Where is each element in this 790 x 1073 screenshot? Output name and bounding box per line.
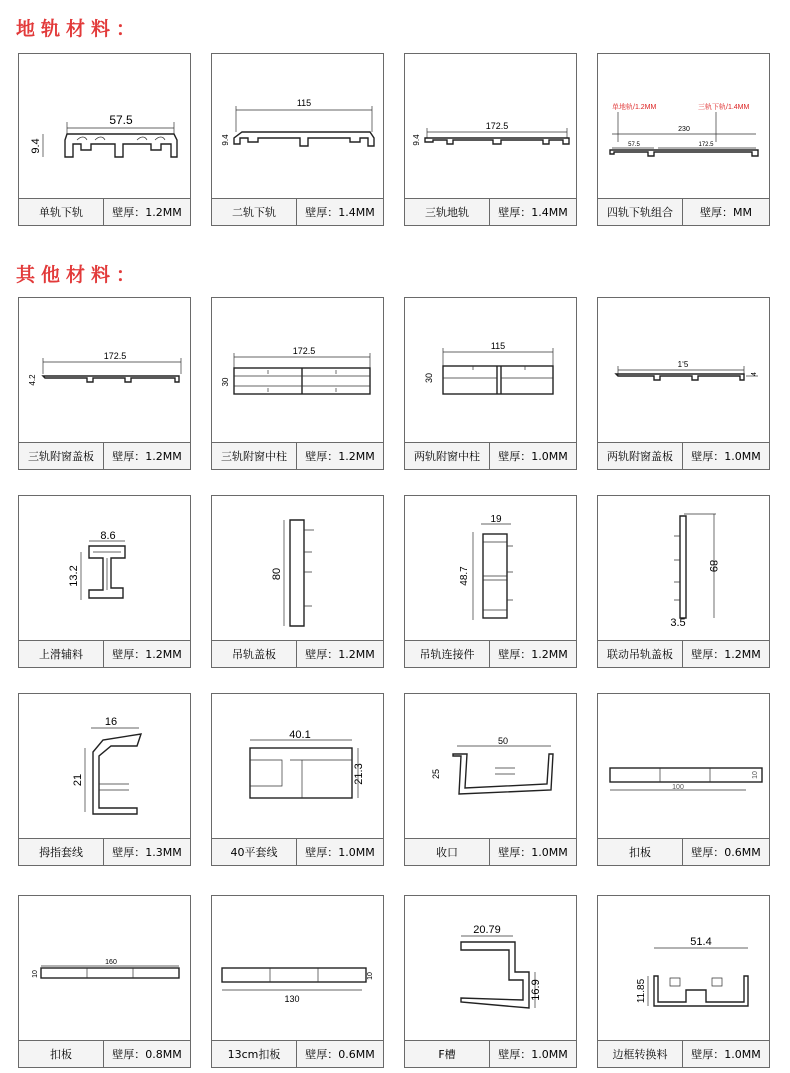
dim-width: 8.6 (100, 530, 116, 542)
product-card-14 (211, 693, 384, 866)
dim-height: 13.2 (68, 565, 80, 587)
product-card-9 (18, 495, 191, 668)
dim-height: 30 (424, 372, 434, 384)
wall-thickness: 壁厚：1.0MM (691, 450, 761, 463)
dim-small: 3.5 (670, 617, 686, 629)
dim-width: 16 (104, 716, 118, 728)
dim-width: 51.4 (690, 936, 712, 948)
profile-drawing (19, 298, 189, 443)
product-card-16 (597, 693, 770, 866)
dim-height: 30 (221, 377, 230, 387)
product-card-12 (597, 495, 770, 668)
profile-drawing (598, 496, 768, 641)
wall-thickness: 壁厚：1.2MM (112, 648, 182, 661)
profile-drawing (212, 54, 382, 199)
wall-thickness: 壁厚：1.2MM (112, 450, 182, 463)
profile-drawing (19, 694, 189, 839)
note-triple-rail: 三轨下轨/1.4MM (698, 104, 750, 111)
dim-height: 48.7 (459, 566, 470, 586)
product-name: 扣板 (19, 1041, 104, 1067)
note-single-rail: 单地轨/1.2MM (612, 104, 657, 111)
dim-total: 230 (678, 126, 690, 133)
wall-thickness: 壁厚：0.6MM (691, 846, 761, 859)
product-name: 13cm扣板 (212, 1041, 297, 1067)
dim-width: 130 (284, 994, 300, 1004)
wall-thickness: 壁厚：0.6MM (305, 1048, 375, 1061)
dim-height: 9.4 (412, 134, 421, 146)
dim-width: 115 (490, 341, 506, 351)
product-name: 两轨附窗盖板 (598, 443, 683, 469)
product-name: 四轨下轨组合 (598, 199, 683, 225)
dim-width: 50 (497, 736, 509, 746)
dim-height: 10 (752, 771, 759, 779)
wall-thickness: 壁厚：0.8MM (112, 1048, 182, 1061)
product-card-4 (597, 53, 770, 226)
product-name: 联动吊轨盖板 (598, 641, 683, 667)
product-card-20 (597, 895, 770, 1068)
profile-drawing (405, 496, 575, 641)
profile-drawing (598, 54, 768, 199)
product-name: 边框转换料 (598, 1041, 683, 1067)
product-card-19 (404, 895, 577, 1068)
dim-height: 21.3 (353, 763, 365, 785)
dim-height: 11.85 (636, 978, 647, 1004)
profile-drawing (19, 54, 189, 199)
dim-height: 16.9 (530, 979, 542, 1001)
dim-width: 172.5 (292, 346, 316, 356)
profile-drawing (598, 298, 768, 443)
dim-width: 172.5 (485, 121, 509, 131)
profile-drawing (598, 896, 768, 1041)
profile-drawing (405, 694, 575, 839)
profile-drawing (598, 694, 768, 839)
wall-thickness: 壁厚：1.0MM (498, 450, 568, 463)
product-name: 三轨附窗盖板 (19, 443, 104, 469)
product-name: 拇指套线 (19, 839, 104, 865)
product-name: 三轨地轨 (405, 199, 490, 225)
wall-thickness: 壁厚：1.0MM (498, 846, 568, 859)
dim-height: 9.4 (221, 134, 230, 146)
product-card-15 (404, 693, 577, 866)
dim-height: 89 (707, 559, 719, 573)
wall-thickness: 壁厚：1.2MM (691, 648, 761, 661)
product-card-1 (18, 53, 191, 226)
wall-thickness: 壁厚：MM (700, 206, 752, 219)
profile-drawing (405, 896, 575, 1041)
dim-width: 57.5 (109, 113, 133, 127)
wall-thickness: 壁厚：1.0MM (498, 1048, 568, 1061)
product-card-6 (211, 297, 384, 470)
dim-width: 100 (672, 784, 684, 791)
product-card-2 (211, 53, 384, 226)
wall-thickness: 壁厚：1.4MM (305, 206, 375, 219)
dim-height: 25 (431, 768, 441, 780)
profile-drawing (212, 496, 382, 641)
profile-drawing (405, 298, 575, 443)
dim-height: 21 (72, 773, 84, 787)
profile-drawing (212, 694, 382, 839)
dim-height: 9.4 (30, 138, 42, 154)
wall-thickness: 壁厚：1.0MM (691, 1048, 761, 1061)
dim-height: 10 (32, 970, 39, 978)
profile-drawing (19, 496, 189, 641)
wall-thickness: 壁厚：1.2MM (498, 648, 568, 661)
product-name: 吊轨盖板 (212, 641, 297, 667)
product-name: F槽 (405, 1041, 490, 1067)
product-name: 吊轨连接件 (405, 641, 490, 667)
product-name: 两轨附窗中柱 (405, 443, 490, 469)
product-card-18 (211, 895, 384, 1068)
dim-width: 172.5 (103, 351, 127, 361)
dim-height: 80 (271, 567, 283, 581)
wall-thickness: 壁厚：1.2MM (305, 648, 375, 661)
product-card-3 (404, 53, 577, 226)
wall-thickness: 壁厚：1.2MM (305, 450, 375, 463)
product-card-13 (18, 693, 191, 866)
dim-single-rail: 57.5 (628, 142, 640, 148)
dim-three-rail: 172.5 (698, 142, 714, 148)
product-name: 收口 (405, 839, 490, 865)
dim-width: 160 (105, 959, 117, 966)
profile-drawing (212, 298, 382, 443)
product-card-10 (211, 495, 384, 668)
section-title-floor-rail: 地轨材料： (16, 18, 142, 40)
wall-thickness: 壁厚：1.0MM (305, 846, 375, 859)
dim-height: 10 (367, 972, 374, 980)
profile-drawing (19, 896, 189, 1041)
product-card-17 (18, 895, 191, 1068)
product-name: 单轨下轨 (19, 199, 104, 225)
dim-width: 1‘5 (677, 360, 689, 369)
wall-thickness: 壁厚：1.4MM (498, 206, 568, 219)
product-name: 二轨下轨 (212, 199, 297, 225)
wall-thickness: 壁厚：1.2MM (112, 206, 182, 219)
dim-width: 20.79 (473, 924, 501, 936)
product-card-11 (404, 495, 577, 668)
profile-drawing (405, 54, 575, 199)
section-title-other: 其他材料： (16, 264, 142, 286)
dim-width: 19 (490, 514, 502, 525)
product-name: 三轨附窗中柱 (212, 443, 297, 469)
product-name: 40平套线 (212, 839, 297, 865)
dim-width: 115 (296, 98, 312, 108)
wall-thickness: 壁厚：1.3MM (112, 846, 182, 859)
product-card-5 (18, 297, 191, 470)
product-card-7 (404, 297, 577, 470)
dim-height: 4 (751, 372, 758, 376)
dim-width: 40.1 (289, 729, 311, 741)
product-card-8 (597, 297, 770, 470)
product-name: 扣板 (598, 839, 683, 865)
profile-drawing (212, 896, 382, 1041)
dim-height: 4.2 (28, 374, 37, 386)
product-name: 上滑辅料 (19, 641, 104, 667)
